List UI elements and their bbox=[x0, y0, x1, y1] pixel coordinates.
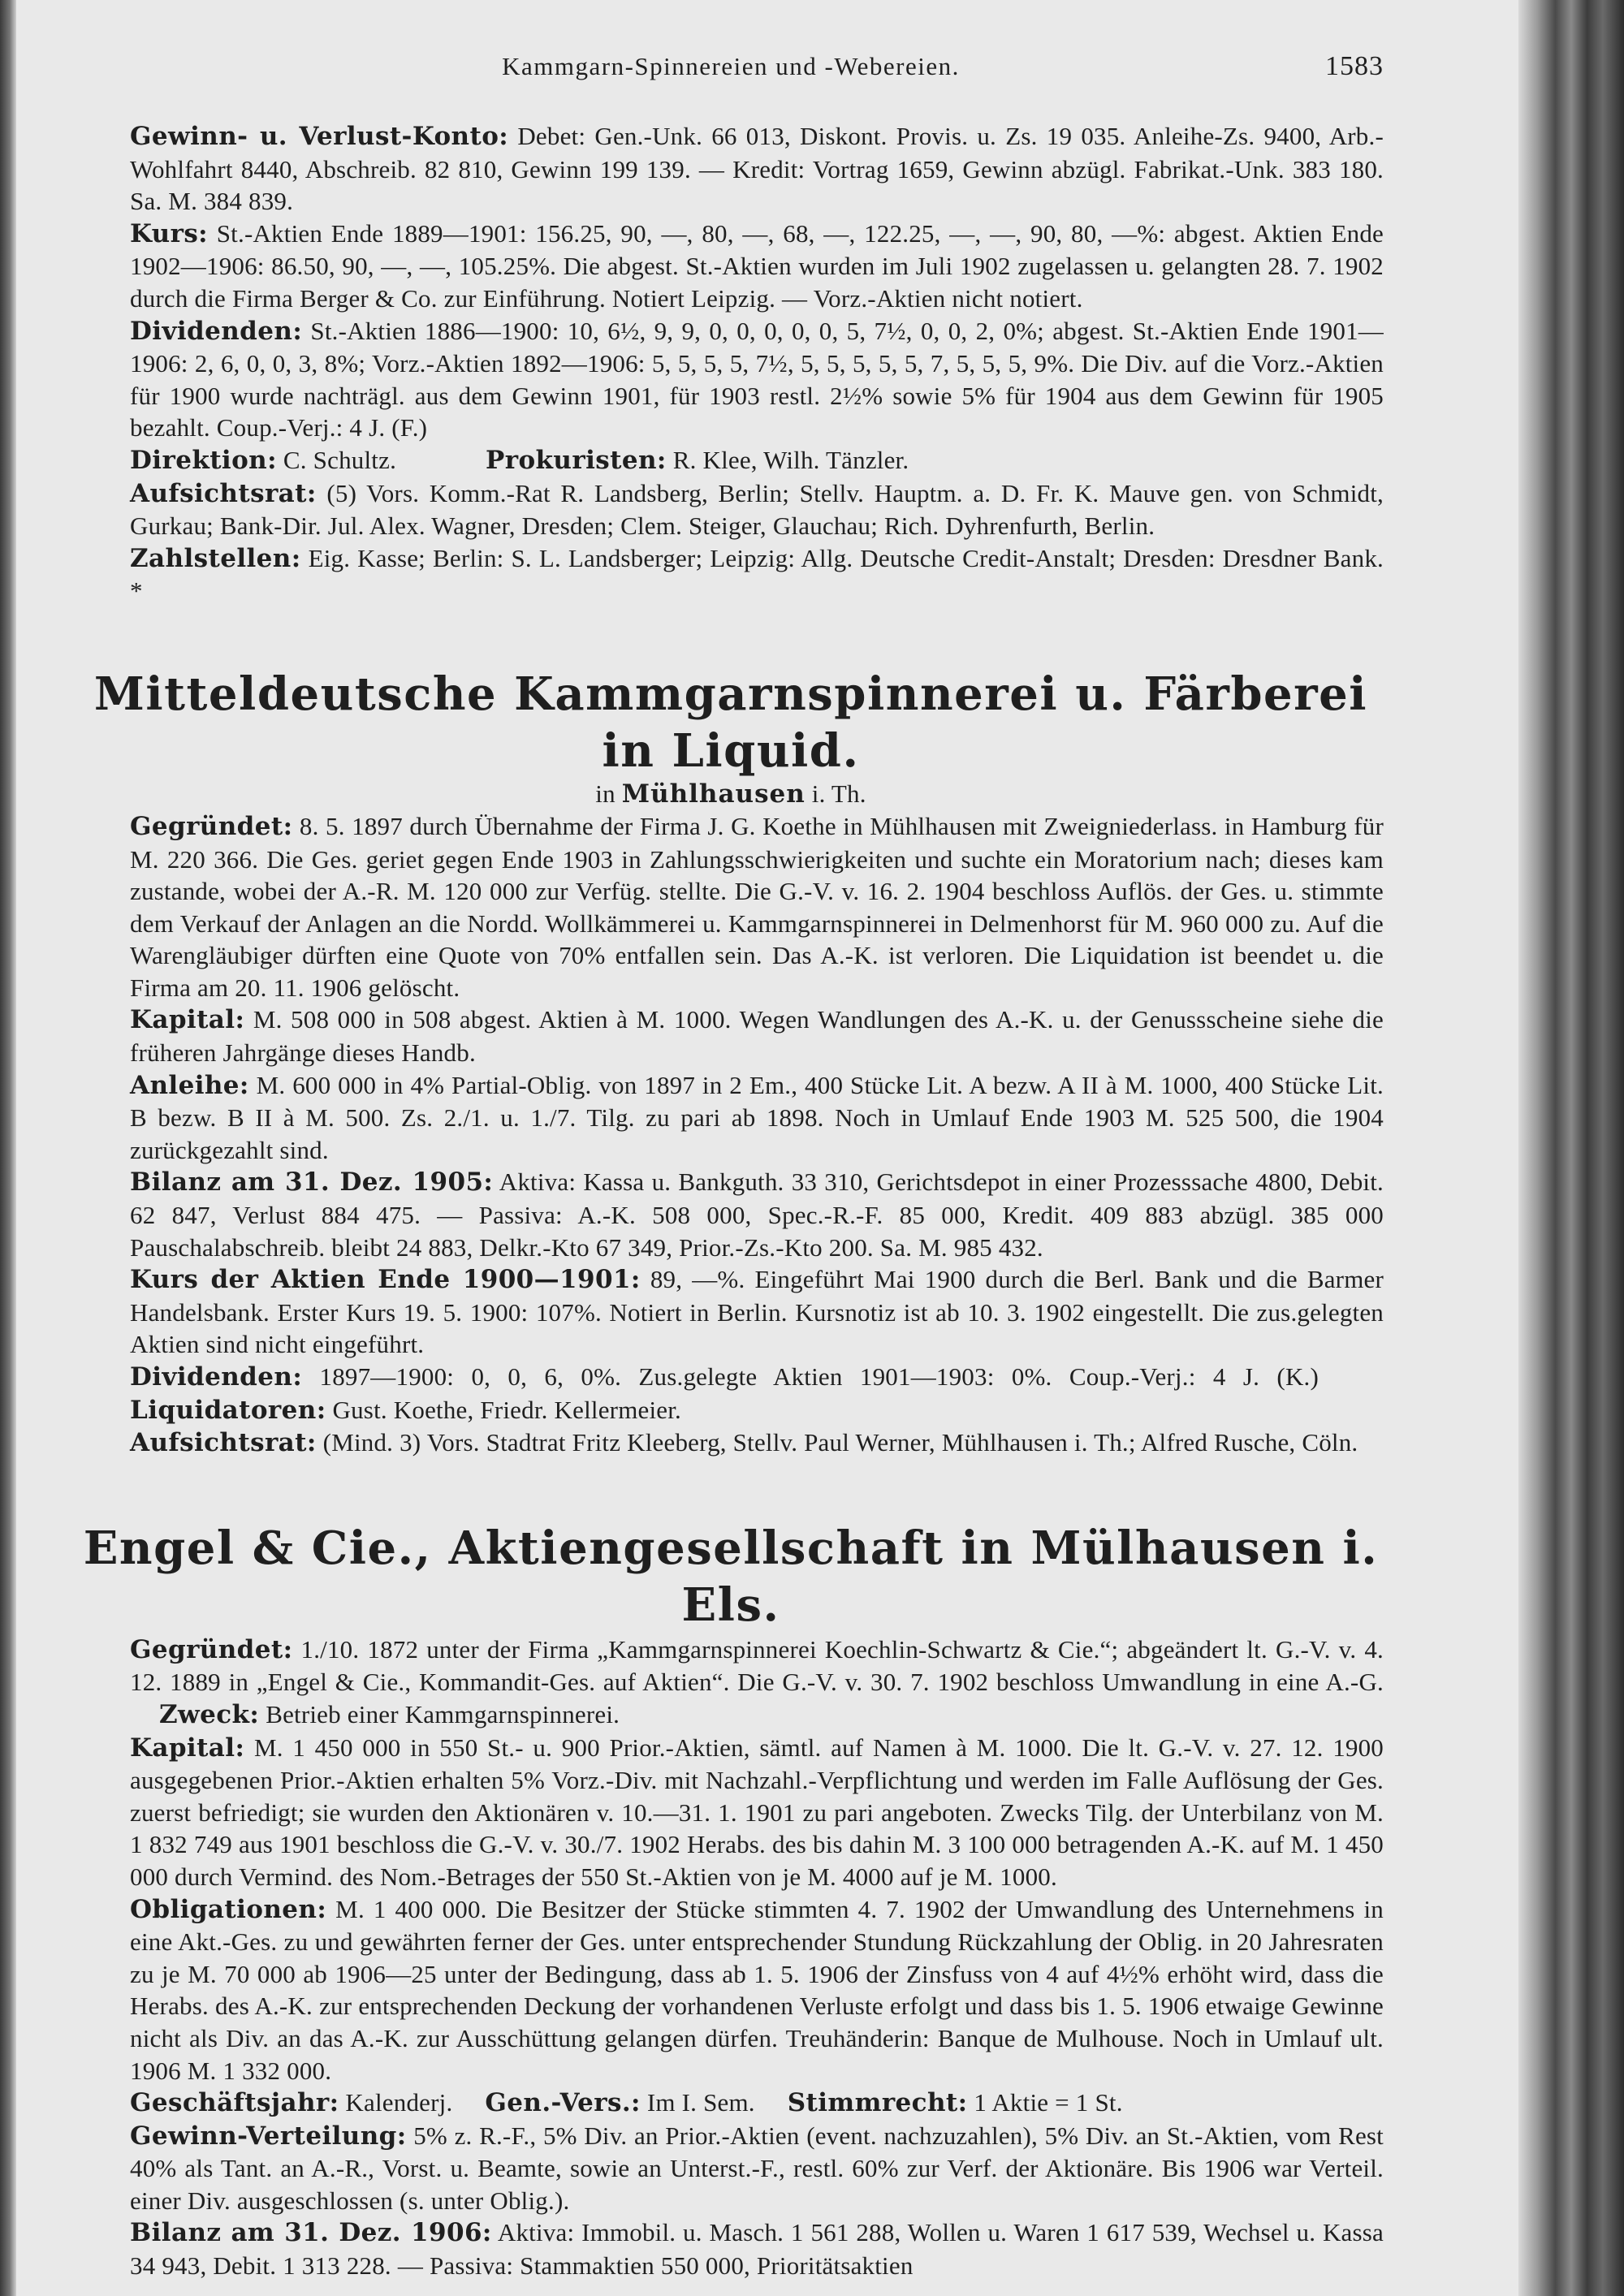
entry-share-price bbox=[78, 1263, 1384, 1361]
entry-label: Bilanz am 31. Dez. 1905: bbox=[130, 1167, 494, 1198]
entry-founded bbox=[78, 810, 1384, 1004]
entry-label: Zahlstellen: bbox=[130, 543, 301, 573]
entry-label: Aufsichtsrat: bbox=[130, 478, 317, 508]
entry-management bbox=[78, 444, 1384, 477]
entry-text: St.-Aktien Ende 1889—1901: 156.25, 90, —, 80, —, 68, —, 122.25, —, —, 90, 80, —%: abgest. Aktien Ende 1902—1906: 86.50, 90, —, —, 105.25%. Die abgest. St.-Aktien wurden im Juli 1902 zugelassen u. gelangten 28. 7. 1902 durch die Firma Berger & Co. zur Einführung. Notiert Leipzig. — Vorz.-Aktien nicht notiert. bbox=[130, 218, 1384, 313]
entry-text: 1897—1900: 0, 0, 6, 0%. Zus.gelegte Aktien 1901—1903: 0%. Coup.-Verj.: 4 J. (K.) bbox=[302, 1362, 1319, 1391]
entry-label: Bilanz am 31. Dez. 1906: bbox=[130, 2218, 492, 2248]
entry-label: Gegründet: bbox=[130, 1634, 293, 1664]
entry-label: Kurs: bbox=[130, 218, 209, 248]
left-scan-edge bbox=[0, 0, 16, 2296]
entry-label: Direktion: bbox=[130, 445, 277, 475]
entry-label-general-meeting: Gen.-Vers.: bbox=[485, 2088, 641, 2118]
entry-label: Gegründet: bbox=[130, 811, 293, 841]
entry-text: 1./10. 1872 unter der Firma „Kammgarnspinnerei Koechlin-Schwartz & Cie.“; abgeändert lt. G.-V. v. 4. 12. 1889 in „Engel & Cie., Kommandit-Ges. auf Aktien“. Die G.-V. v. 30. 7. 1902 beschloss Umwandlung in eine A.-G. bbox=[130, 1634, 1384, 1697]
entry-text: 5% z. R.-F., 5% Div. an Prior.-Aktien (event. nachzuzahlen), 5% Div. an St.-Aktien, vom Rest 40% als Tant. an A.-R., Vorst. u. Beamte, sowie an Unterst.-F., restl. 60% zur Verf. der Aktionäre. Bis 1906 war Verteil. einer Div. ausgeschlossen (s. unter Oblig.). bbox=[130, 2121, 1384, 2215]
entry-balance-sheet-1906 bbox=[78, 2216, 1384, 2281]
entry-text: 89, —%. Eingeführt Mai 1900 durch die Berl. Bank und die Barmer Handelsbank. Erster Kurs 19. 5. 1900: 107%. Notiert in Berlin. Kursnotiz ist ab 10. 3. 1902 eingestellt. Die zus.gelegten Aktien sind nicht eingeführt. bbox=[130, 1265, 1384, 1359]
entry-label: Gewinn- u. Verlust-Konto: bbox=[130, 122, 509, 151]
location-prefix: in bbox=[595, 779, 615, 808]
running-header bbox=[78, 45, 1384, 88]
company-location bbox=[78, 779, 1384, 809]
entry-label: Geschäftsjahr: bbox=[130, 2088, 339, 2118]
entry-label: Dividenden: bbox=[130, 316, 303, 346]
entry-text: 8. 5. 1897 durch Übernahme der Firma J. G. Koethe in Mühlhausen mit Zweigniederlass. in Hamburg für M. 220 366. Die Ges. geriet gegen Ende 1903 in Zahlungsschwierigkeiten und suchte ein Moratorium nach; dieses kam zustande, wobei der A.-R. M. 120 000 zur Verfüg. stellte. Die G.-V. v. 16. 2. 1904 beschloss Auflös. der Ges. u. stimmte dem Verkauf der Anlagen an die Nordd. Wollkämmerei u. Kammgarnspinnerei in Delmenhorst für M. 960 000 zu. Auf die Warengläubiger dürften eine Quote von 70% entfallen sein. Das A.-K. ist verloren. Die Liquidation ist beendet u. die Firma am 20. 11. 1906 gelöscht. bbox=[130, 811, 1384, 1002]
entry-paying-agents bbox=[78, 542, 1384, 607]
entry-label-liquidators: Liquidatoren: bbox=[130, 1395, 326, 1425]
entry-text-general-meeting: Im I. Sem. bbox=[640, 2088, 755, 2117]
company-title: Engel & Cie., Aktiengesellschaft in Mülhausen i. Els. bbox=[83, 1521, 1379, 1632]
entry-label: Dividenden: bbox=[130, 1362, 303, 1392]
entry-label-voting-right: Stimmrecht: bbox=[787, 2088, 968, 2118]
entry-text: Kalenderj. bbox=[339, 2088, 453, 2117]
entry-dividends bbox=[78, 315, 1384, 444]
entry-label: Obligationen: bbox=[130, 1894, 327, 1924]
entry-text: M. 1 450 000 in 550 St.- u. 900 Prior.-Aktien, sämtl. auf Namen à M. 1000. Die lt. G.-V. v. 27. 12. 1900 ausgegebenen Prior.-Aktien erhalten 5% Vorz.-Div. mit Nachzahl.-Verpflichtung und werden im Falle Auflösung der Ges. zuerst befriedigt; sie wurden den Aktionären v. 10.—31. 1. 1901 zu pari angeboten. Zwecks Tilg. der Unterbilanz von M. 1 832 749 aus 1901 beschloss die G.-V. v. 30./7. 1902 Herabs. des bis dahin M. 3 100 000 betragenden A.-K. auf M. 1 450 000 durch Vermind. des Nom.-Betrages der 550 St.-Aktien von je M. 4000 auf je M. 1000. bbox=[130, 1733, 1384, 1891]
company-title: Mitteldeutsche Kammgarnspinnerei u. Färberei in Liquid. bbox=[93, 667, 1368, 778]
running-head-title: Kammgarn-Spinnereien und -Webereien. bbox=[502, 52, 960, 80]
entry-label: Anleihe: bbox=[130, 1070, 249, 1100]
entry-loan bbox=[78, 1069, 1384, 1167]
entry-text-purpose: Betrieb einer Kammgarnspinnerei. bbox=[259, 1699, 620, 1728]
entry-dividends bbox=[78, 1361, 1384, 1426]
entry-label: Kurs der Aktien Ende 1900—1901: bbox=[130, 1265, 641, 1295]
book-binding-edge bbox=[1518, 0, 1624, 2296]
entry-text: Eig. Kasse; Berlin: S. L. Landsberger; Leipzig: Allg. Deutsche Credit-Anstalt; Dresden: Dresdner Bank. * bbox=[130, 543, 1384, 606]
entry-label: Gewinn-Verteilung: bbox=[130, 2121, 407, 2151]
entry-text: M. 600 000 in 4% Partial-Oblig. von 1897 in 2 Em., 400 Stücke Lit. A bezw. A II à M. 1000, 400 Stücke Lit. B bezw. B II à M. 500. Zs. 2./1. u. 1./7. Tilg. zu pari ab 1898. Noch in Umlauf Ende 1903 M. 525 500, die 1904 zurückgezahlt sind. bbox=[130, 1070, 1384, 1164]
entry-founded bbox=[78, 1634, 1384, 1732]
entry-text: (Mind. 3) Vors. Stadtrat Fritz Kleeberg, Stellv. Paul Werner, Mühlhausen i. Th.; Alfred Rusche, Cöln. bbox=[316, 1428, 1358, 1457]
entry-bonds bbox=[78, 1893, 1384, 2087]
page-number: 1583 bbox=[1325, 51, 1384, 81]
entry-text: Debet: Gen.-Unk. 66 013, Diskont. Provis. u. Zs. 19 035. Anleihe-Zs. 9400, Arb.-Wohlfahrt 8440, Abschreib. 82 810, Gewinn 199 139. — Kredit: Vortrag 1659, Gewinn abzügl. Fabrikat.-Unk. 383 180. Sa. M. 384 839. bbox=[130, 122, 1384, 216]
entry-price bbox=[78, 218, 1384, 315]
entry-text: Aktiva: Kassa u. Bankguth. 33 310, Gerichtsdepot in einer Prozesssache 4800, Debit. 62 847, Verlust 884 475. — Passiva: A.-K. 508 000, Spec.-R.-F. 85 000, Kredit. 409 883 abzügl. 385 000 Pauschalabschreib. bleibt 24 883, Delkr.-Kto 67 349, Prior.-Zs.-Kto 200. Sa. M. 985 432. bbox=[130, 1167, 1384, 1262]
entry-fiscal-year bbox=[78, 2087, 1384, 2120]
entry-profit-distribution bbox=[78, 2120, 1384, 2217]
document-page bbox=[78, 45, 1384, 2286]
section-previous-company bbox=[78, 120, 1384, 607]
location-place: Mühlhausen bbox=[621, 779, 806, 809]
entry-label-purpose: Zweck: bbox=[159, 1699, 260, 1729]
entry-supervisory-board bbox=[78, 477, 1384, 542]
entry-text-liquidators: Gust. Koethe, Friedr. Kellermeier. bbox=[326, 1395, 682, 1424]
section-engel-cie bbox=[78, 1520, 1384, 2282]
entry-text: Aktiva: Immobil. u. Masch. 1 561 288, Wollen u. Waren 1 617 539, Wechsel u. Kassa 34 943, Debit. 1 313 228. — Passiva: Stammaktien 550 000, Prioritätsaktien bbox=[130, 2218, 1384, 2281]
entry-label: Aufsichtsrat: bbox=[130, 1428, 317, 1458]
section-mitteldeutsche-kammgarnspinnerei bbox=[78, 666, 1384, 1460]
entry-text: M. 1 400 000. Die Besitzer der Stücke stimmten 4. 7. 1902 der Umwandlung des Unternehmens in eine Akt.-Ges. zu und gewährten ferner der Ges. unter entsprechender Stundung Rückzahlung der Oblig. in 20 Jahresraten zu je M. 70 000 ab 1906—25 unter der Bedingung, dass ab 1. 5. 1906 der Zinsfuss von 4 auf 4½% erhöht wird, dass die Herabs. des A.-K. zur entsprechenden Deckung der vorhandenen Verluste erfolgt und dass bis 1. 5. 1906 etwaige Gewinne nicht als Div. an das A.-K. zur Ausschüttung gelangen dürfen. Treuhänderin: Banque de Mulhouse. Noch in Umlauf ult. 1906 M. 1 332 000. bbox=[130, 1894, 1384, 2085]
entry-balance-sheet-1905 bbox=[78, 1166, 1384, 1263]
location-suffix: i. Th. bbox=[811, 779, 866, 808]
entry-text: (5) Vors. Komm.-Rat R. Landsberg, Berlin; Stellv. Hauptm. a. D. Fr. K. Mauve gen. von Schmidt, Gurkau; Bank-Dir. Jul. Alex. Wagner, Dresden; Clem. Steiger, Glauchau; Rich. Dyhrenfurth, Berlin. bbox=[130, 478, 1384, 541]
entry-label: Kapital: bbox=[130, 1733, 245, 1763]
entry-text: C. Schultz. bbox=[276, 445, 397, 474]
entry-supervisory-board bbox=[78, 1426, 1384, 1460]
entry-capital bbox=[78, 1003, 1384, 1068]
entry-text: St.-Aktien 1886—1900: 10, 6½, 9, 9, 0, 0, 0, 0, 0, 5, 7½, 0, 0, 2, 0%; abgest. St.-Aktien Ende 1901—1906: 2, 6, 0, 0, 3, 8%; Vorz.-Aktien 1892—1906: 5, 5, 5, 5, 7½, 5, 5, 5, 5, 5, 7, 5, 5, 5, 9%. Die Div. auf die Vorz.-Aktien für 1900 wurde nachträgl. aus dem Gewinn 1901, für 1903 restl. 2½% sowie 5% für 1904 aus dem Gewinn für 1905 bezahlt. Coup.-Verj.: 4 J. (F.) bbox=[130, 316, 1384, 442]
entry-label-procurists: Prokuristen: bbox=[486, 445, 667, 475]
entry-text-voting-right: 1 Aktie = 1 St. bbox=[967, 2088, 1123, 2117]
entry-text-procurists: R. Klee, Wilh. Tänzler. bbox=[666, 445, 909, 474]
entry-text: M. 508 000 in 508 abgest. Aktien à M. 1000. Wegen Wandlungen des A.-K. u. der Genussscheine siehe die früheren Jahrgänge dieses Handb. bbox=[130, 1005, 1384, 1068]
entry-profit-loss-account bbox=[78, 120, 1384, 218]
entry-capital bbox=[78, 1732, 1384, 1893]
entry-label: Kapital: bbox=[130, 1005, 245, 1035]
